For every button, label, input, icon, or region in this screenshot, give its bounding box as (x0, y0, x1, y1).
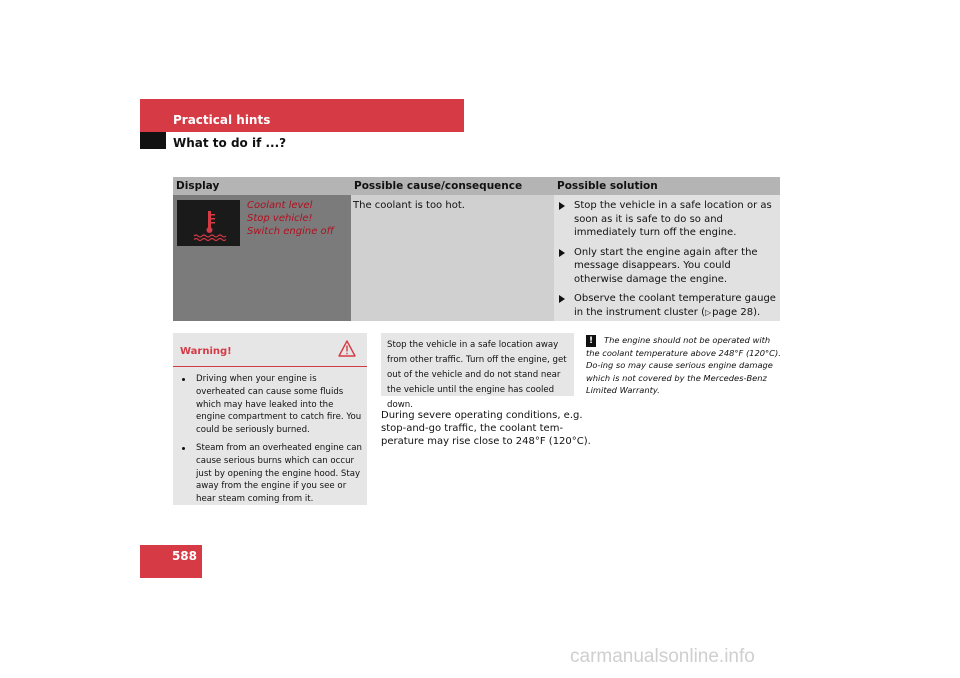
display-cell (173, 195, 351, 321)
page-reference-link[interactable]: page 28 (712, 306, 754, 318)
warning-title: Warning! (180, 346, 232, 357)
page-reference-arrow-icon: ▷ (705, 307, 712, 317)
page-number-box (140, 545, 202, 578)
warning-item-text: Driving when your engine is overheated can cause some fluids which may have leaked into the engine compartment to catch fire. You could be seriously burned. (196, 374, 362, 436)
solution-step-text: Observe the coolant temperature gauge in the instrument cluster ( (574, 293, 776, 318)
notice-box (586, 334, 782, 397)
body-paragraph: During severe operating conditions, e.g. stop-and-go traffic, the coolant tem-perature may rise close to 248°F (120°C). (381, 410, 591, 447)
step-arrow-icon (559, 249, 565, 257)
column-header-cause: Possible cause/consequence (351, 177, 554, 195)
warning-item (180, 373, 362, 437)
bullet-icon (182, 447, 185, 450)
solution-step-text: Only start the engine again after the message disappears. You could otherwise damage the engine. (574, 246, 758, 285)
section-title: Practical hints (173, 113, 271, 127)
step-arrow-icon (559, 202, 565, 210)
info-table (173, 177, 780, 321)
page-number: 588 (171, 549, 197, 563)
cause-cell (351, 195, 554, 321)
solution-step-text: ). (753, 306, 761, 318)
notice-text: The engine should not be operated with the coolant temperature above 248°F (120°C). Do-ing so may cause serious engine damage which is not covered by the Mercedes-Benz Limited Warranty. (586, 335, 781, 395)
subsection-marker (140, 132, 166, 149)
column-header-solution: Possible solution (554, 177, 780, 195)
display-message-line: Coolant level (247, 200, 313, 211)
warning-header (173, 333, 367, 367)
solution-step (558, 292, 778, 319)
cause-text: The coolant is too hot. (353, 200, 465, 211)
display-message (247, 199, 334, 238)
display-screen (177, 200, 240, 246)
solution-step (558, 199, 778, 240)
column-header-display: Display (173, 177, 351, 195)
warning-box (173, 333, 367, 505)
safety-note-text: Stop the vehicle in a safe location away from other traffic. Turn off the engine, get out of the vehicle and do not stand near the vehicle until the engine has cooled down. (387, 340, 567, 410)
solution-cell (554, 195, 780, 321)
bullet-icon (182, 378, 185, 381)
exclamation-icon: ! (586, 335, 596, 347)
warning-triangle-icon (338, 340, 356, 357)
warning-list (180, 373, 362, 511)
warning-item (180, 442, 362, 506)
display-message-line: Switch engine off (247, 226, 334, 237)
warning-item-text: Steam from an overheated engine can cause serious burns which can occur just by opening the engine hood. Stay away from the engine if you see or hear steam coming from it. (196, 442, 362, 505)
coolant-temperature-icon (177, 200, 240, 246)
safety-note-box (381, 333, 574, 410)
watermark: carmanualsonline.info (570, 646, 755, 667)
display-message-line: Stop vehicle! (247, 213, 313, 224)
solution-step (558, 246, 778, 287)
step-arrow-icon (559, 295, 565, 303)
solution-step-text: Stop the vehicle in a safe location or as soon as it is safe to do so and immediately turn off the engine. (574, 200, 772, 238)
solution-list (558, 199, 778, 325)
subsection-title: What to do if ...? (173, 136, 287, 150)
